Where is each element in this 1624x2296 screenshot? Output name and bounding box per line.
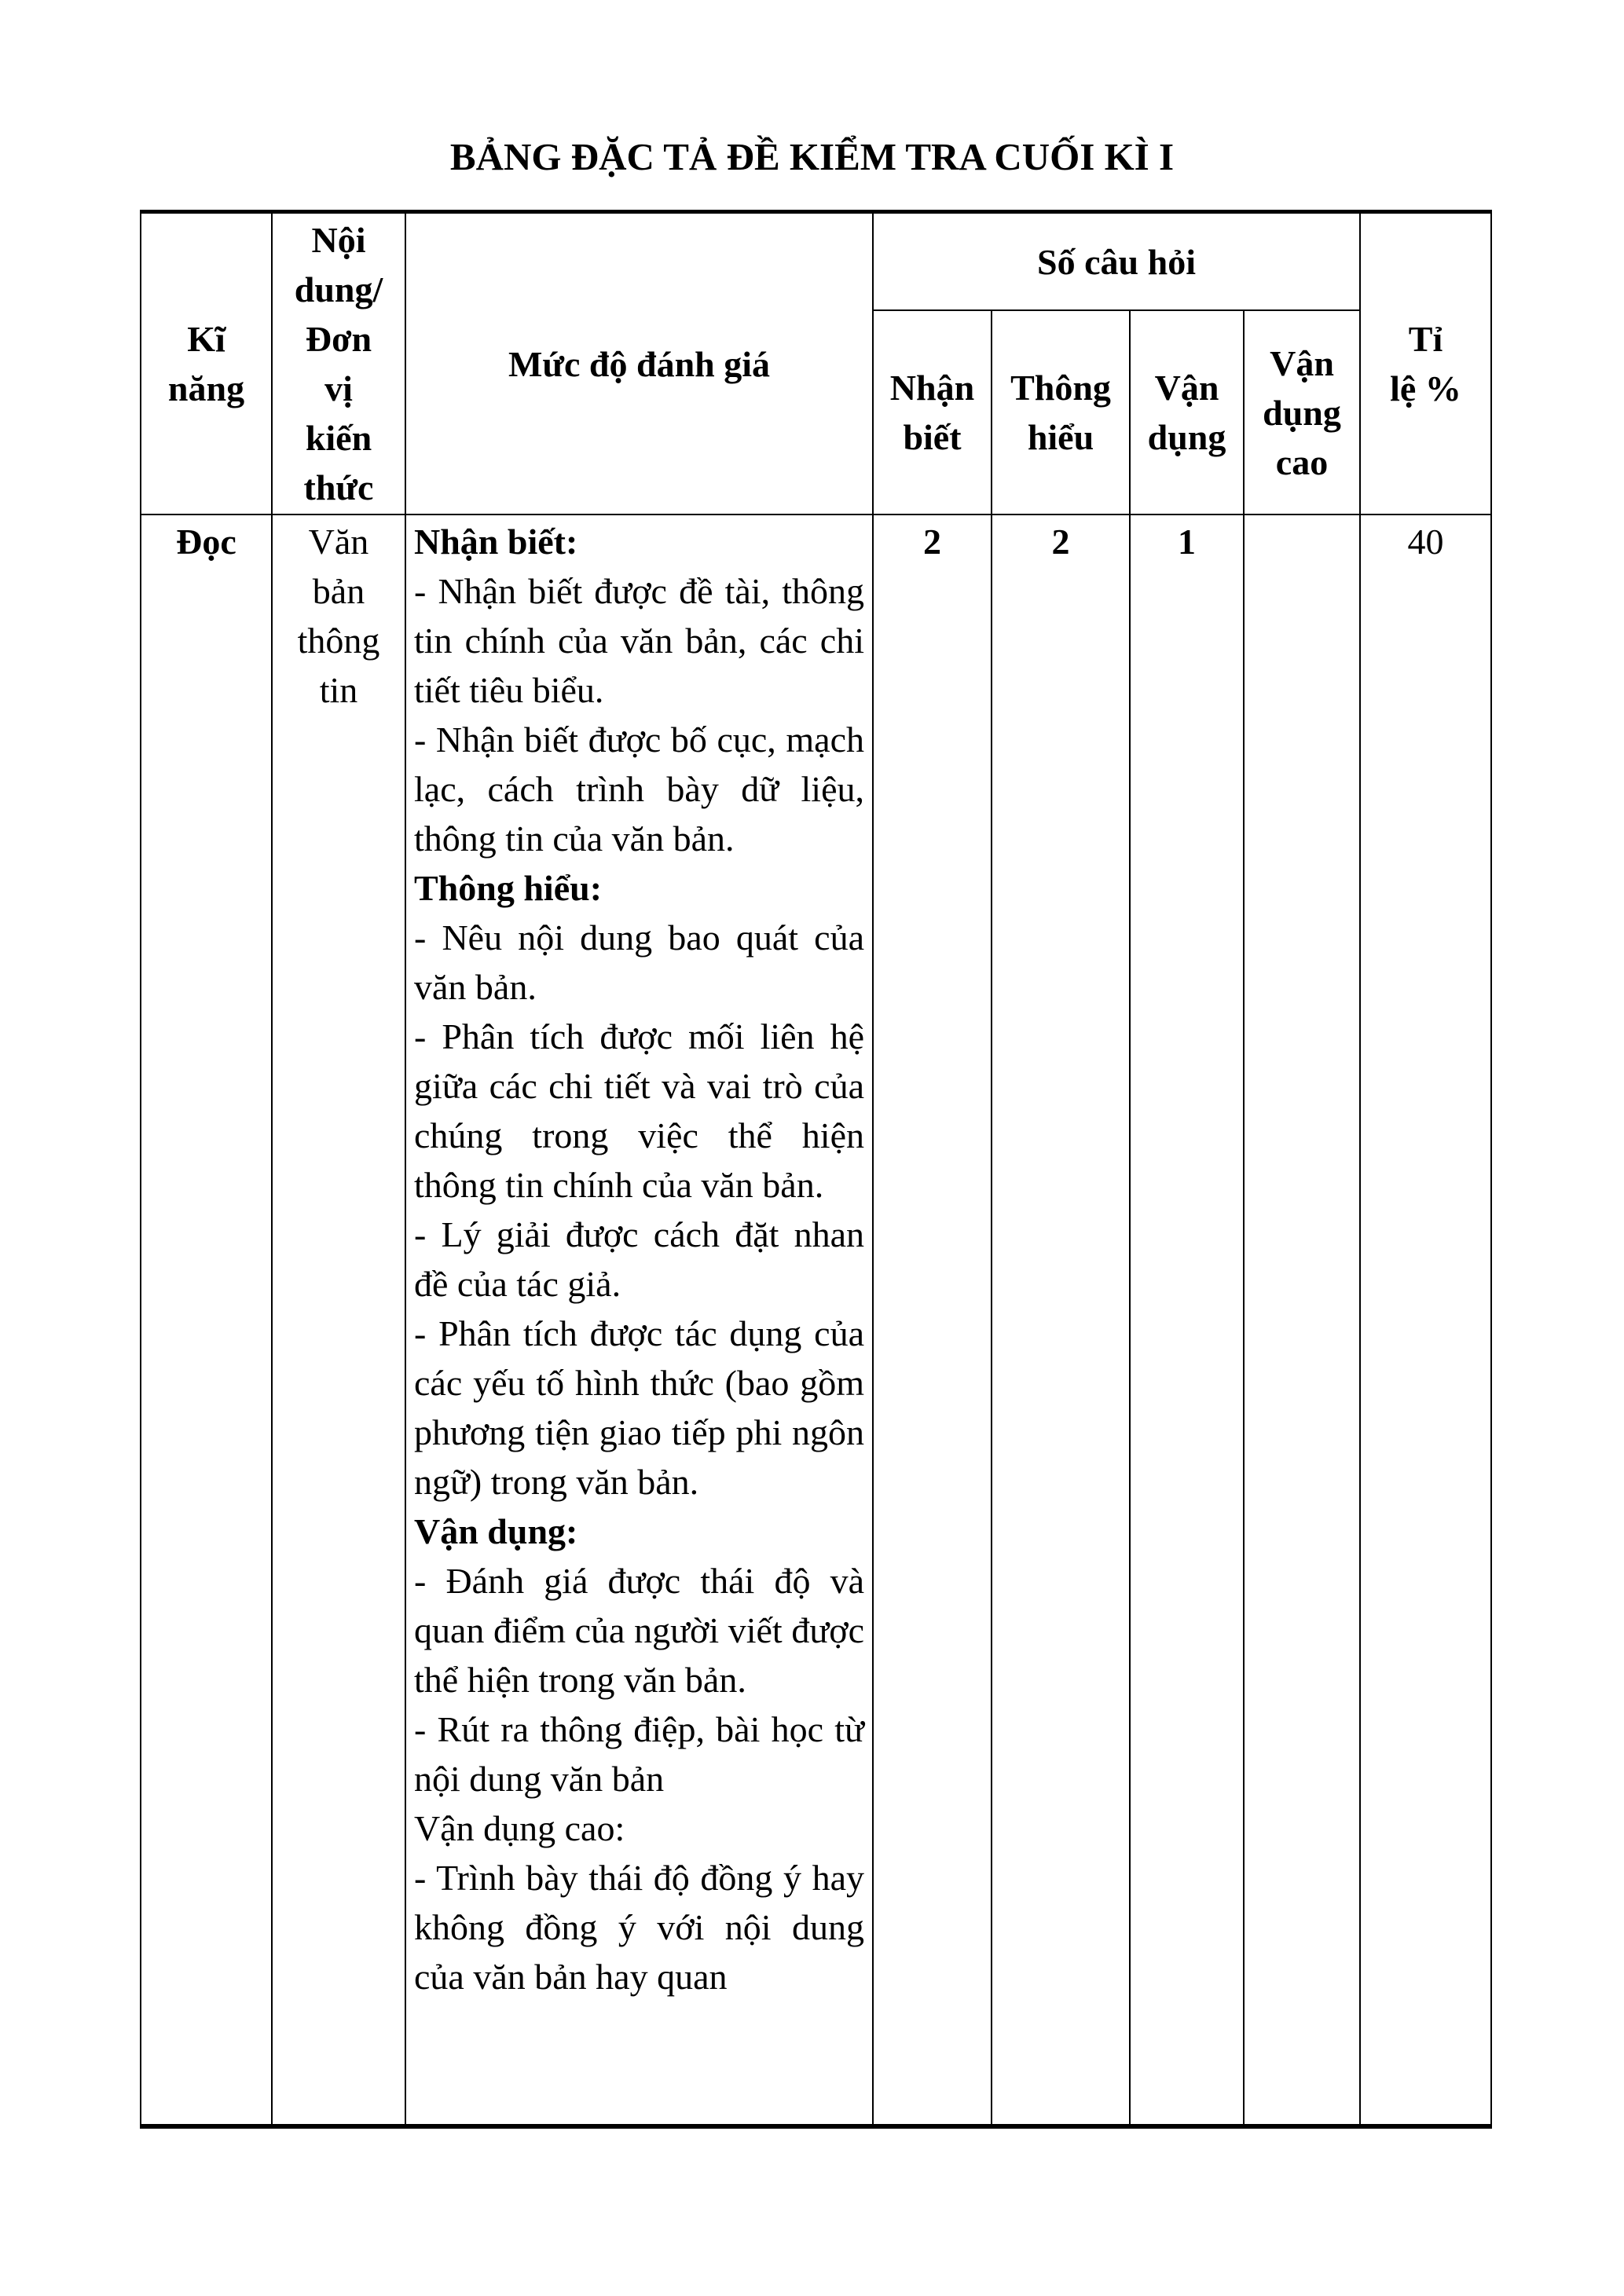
header-level-nhan-biet: Nhận biết: [873, 310, 992, 514]
cell-percentage: 40: [1360, 514, 1491, 2126]
cell-count-van-dung: 1: [1130, 514, 1244, 2126]
header-level-van-dung: Vận dụng: [1130, 310, 1244, 514]
cell-content-unit: Văn bản thông tin: [272, 514, 405, 2126]
page-title: BẢNG ĐẶC TẢ ĐỀ KIỂM TRA CUỐI KÌ I: [449, 135, 1175, 178]
assessment-paragraph: Vận dụng:: [414, 1511, 578, 1551]
header-question-count-group: Số câu hỏi: [873, 212, 1360, 311]
cell-assessment-description: [405, 514, 873, 2126]
header-percentage: Tỉ lệ %: [1360, 212, 1491, 515]
cell-count-van-dung-cao: [1244, 514, 1360, 2126]
cell-count-nhan-biet: 2: [873, 514, 992, 2126]
header-level-thong-hieu: Thông hiểu: [992, 310, 1130, 514]
assessment-paragraph: - Nhận biết được đề tài, thông tin chính của văn bản, các chi tiết tiêu biểu.: [414, 571, 864, 710]
table-row: [141, 514, 1491, 2126]
assessment-paragraph: - Lý giải được cách đặt nhan đề của tác giả.: [414, 1214, 864, 1304]
header-skill: Kĩ năng: [141, 212, 272, 515]
header-content-unit: Nội dung/ Đơn vị kiến thức: [272, 212, 405, 515]
assessment-paragraph: - Nhận biết được bố cục, mạch lạc, cách trình bày dữ liệu, thông tin của văn bản.: [414, 720, 864, 859]
assessment-paragraph: - Phân tích được tác dụng của các yếu tố hình thức (bao gồm phương tiện giao tiếp phi ngôn ngữ) trong văn bản.: [414, 1313, 864, 1502]
cell-skill: Đọc: [141, 514, 272, 2126]
assessment-paragraph: - Nêu nội dung bao quát của văn bản.: [414, 917, 864, 1007]
header-assessment-level: Mức độ đánh giá: [405, 212, 873, 515]
assessment-paragraph: - Phân tích được mối liên hệ giữa các chi tiết và vai trò của chúng trong việc thể hiện thông tin chính của văn bản.: [414, 1016, 864, 1205]
assessment-paragraph: Thông hiểu:: [414, 868, 603, 908]
assessment-paragraph: Vận dụng cao:: [414, 1808, 625, 1848]
specification-table: [140, 210, 1492, 2129]
header-level-van-dung-cao: Vận dụng cao: [1244, 310, 1360, 514]
assessment-paragraph: Nhận biết:: [414, 522, 578, 562]
cell-count-thong-hieu: 2: [992, 514, 1130, 2126]
assessment-paragraph: - Đánh giá được thái độ và quan điểm của người viết được thể hiện trong văn bản.: [414, 1561, 864, 1700]
assessment-paragraph: - Trình bày thái độ đồng ý hay không đồng ý với nội dung của văn bản hay quan: [414, 1858, 864, 1997]
assessment-paragraph: - Rút ra thông điệp, bài học từ nội dung văn bản: [414, 1709, 864, 1799]
